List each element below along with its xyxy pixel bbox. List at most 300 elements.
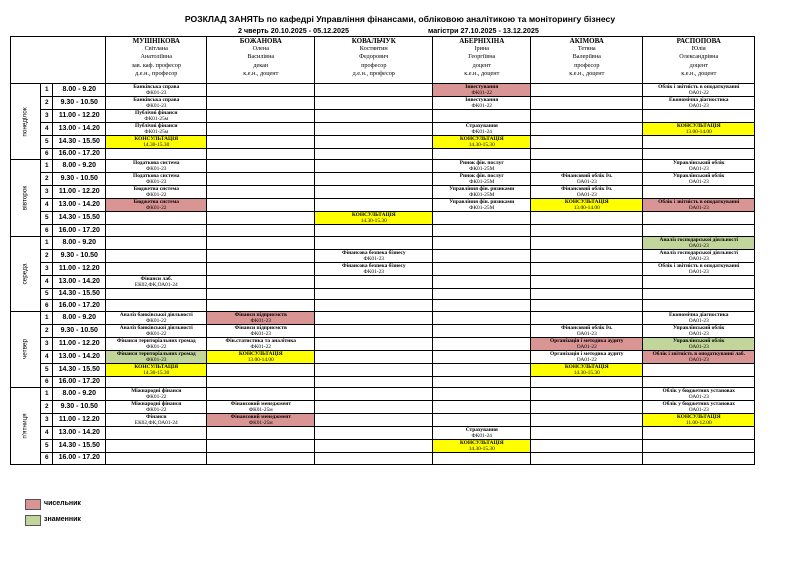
lesson-number: 3 [41,186,53,199]
day-label [11,236,41,311]
lesson-number: 6 [41,376,53,387]
group-code: ОА01-23 [688,242,709,249]
schedule-cell [433,350,531,363]
schedule-cell [643,363,755,376]
teacher-first-name: Олена [252,45,269,53]
teacher-first-name: Ірина [474,45,490,53]
schedule-cell [207,186,315,199]
schedule-cell [106,225,207,236]
schedule-cell [106,300,207,311]
group-code: ОА01-23 [688,356,709,363]
schedule-cell [433,249,531,262]
subject-name: Інвестування [465,97,499,103]
group-code: ОА01-23 [688,268,709,275]
lesson-time: 16.00 - 17.20 [53,300,106,311]
group-code: ОА01-23 [688,343,709,350]
lesson-number: 4 [41,427,53,440]
schedule-cell [433,199,531,212]
lesson-number: 4 [41,350,53,363]
subject-name: Податкова система [133,173,180,180]
group-code: ОА01-23 [576,179,597,186]
teacher-position: доцент [689,61,708,69]
lesson-time: 16.00 - 17.20 [53,225,106,236]
lesson-time: 8.00 - 9.20 [53,84,106,97]
subject-name: Фін.статистика та аналітика [225,337,297,344]
subject-name: Організація і методика аудиту [550,350,624,357]
schedule-cell [531,453,643,464]
schedule-cell [643,300,755,311]
subject-name: КОНСУЛЬТАЦІЯ [351,212,396,219]
group-code: ФК01-22 [146,407,167,414]
schedule-cell [207,275,315,288]
day-label [11,160,41,236]
schedule-cell [207,225,315,236]
schedule-cell [315,311,433,324]
schedule-cell [643,173,755,186]
subject-name: Публічні фінанси [135,123,178,129]
subject-name: Аналіз банківської діяльності [119,324,193,331]
group-code: ФК01-23 [250,330,271,337]
group-code: ОА01-23 [688,330,709,337]
schedule-cell [643,236,755,249]
schedule-cell [643,401,755,414]
day-name: середа [21,263,29,285]
schedule-cell [315,84,433,97]
subject-name: Страхування [465,427,498,434]
teacher-patronymic: Федорович [359,53,389,61]
subject-name: КОНСУЛЬТАЦІЯ [134,136,179,142]
group-code: ФК01-25М [469,179,495,186]
schedule-cell [207,363,315,376]
schedule-cell [315,324,433,337]
subject-name: Ринок фін. послуг [459,173,504,180]
teacher-first-name: Тетяна [577,45,596,53]
group-code: ФК01-25м [144,116,169,122]
schedule-cell [433,97,531,110]
subject-name: КОНСУЛЬТАЦІЯ [564,363,609,370]
subject-name: Фінансовий облік Іч. [561,186,613,193]
group-code: ОА01-23 [688,179,709,186]
schedule-cell [433,123,531,136]
lesson-time: 9.30 - 10.50 [53,401,106,414]
schedule-cell [207,149,315,160]
schedule-cell [106,376,207,387]
table-row [11,160,755,173]
schedule-cell [106,186,207,199]
teacher-first-name: Світлана [144,45,168,53]
schedule-cell [433,453,531,464]
group-code: ФК01-25М [469,205,495,212]
schedule-cell [315,97,433,110]
subject-name: Інвестування [465,84,499,90]
schedule-cell [106,337,207,350]
group-code: ФК01-22 [146,205,167,212]
subject-name: Бюджетна система [133,199,179,206]
schedule-cell [315,414,433,427]
schedule-cell [531,311,643,324]
subject-name: Аналіз господарської діяльності [659,236,738,243]
schedule-cell [207,427,315,440]
subject-name: Фінансовий менеджмент [230,401,291,408]
schedule-cell [643,212,755,225]
schedule-cell [433,363,531,376]
schedule-cell [315,288,433,299]
lesson-number: 1 [41,160,53,173]
lesson-time: 8.00 - 9.20 [53,160,106,173]
schedule-cell [106,110,207,123]
table-row [11,376,755,387]
schedule-cell [433,288,531,299]
schedule-cell [106,173,207,186]
schedule-cell [106,350,207,363]
schedule-cell [643,311,755,324]
table-row [11,84,755,97]
lesson-number: 1 [41,311,53,324]
schedule-cell [207,110,315,123]
schedule-cell [643,149,755,160]
lesson-time: 11.00 - 12.20 [53,337,106,350]
group-code: ОА01-23 [688,255,709,262]
schedule-cell [106,97,207,110]
lesson-number: 2 [41,97,53,110]
table-row [11,262,755,275]
lesson-number: 3 [41,110,53,123]
table-row [11,186,755,199]
group-code: ФК01-23 [363,255,384,262]
table-row [11,149,755,160]
lesson-number: 3 [41,337,53,350]
subject-name: Фінанси підприємств [234,311,287,318]
subject-name: Управління фін. ризиками [449,199,515,206]
table-row [11,350,755,363]
lesson-time: 14.30 - 15.50 [53,440,106,453]
subject-name: Банківська справа [133,97,180,103]
teacher-surname: АБЕРНІХІНА [459,37,505,45]
schedule-cell [207,350,315,363]
schedule-cell [643,262,755,275]
schedule-cell [207,324,315,337]
lesson-number: 2 [41,401,53,414]
schedule-cell [643,136,755,149]
group-code: ЕК02,ФК,ОА01-24 [134,281,178,288]
schedule-cell [106,149,207,160]
group-code: 14.30-15.30 [143,369,170,376]
schedule-cell [643,324,755,337]
schedule-cell [531,288,643,299]
lesson-time: 13.00 - 14.20 [53,350,106,363]
schedule-cell [207,199,315,212]
group-code: ФК01-22 [471,103,492,109]
subject-name: Аналіз господарської діяльності [659,249,738,256]
group-code: ОА01-23 [688,205,709,212]
schedule-cell [433,388,531,401]
schedule-cell [433,275,531,288]
schedule-cell [315,249,433,262]
schedule-cell [207,288,315,299]
day-label [11,388,41,464]
schedule-cell [643,249,755,262]
schedule-cell [433,401,531,414]
table-row [11,199,755,212]
schedule-cell [106,453,207,464]
subject-name: КОНСУЛЬТАЦІЯ [134,363,179,370]
schedule-cell [643,84,755,97]
schedule-cell [106,427,207,440]
schedule-cell [531,275,643,288]
schedule-cell [106,249,207,262]
subject-name: Фінансовий менеджмент [230,414,291,421]
lesson-time: 16.00 - 17.20 [53,149,106,160]
schedule-cell [643,376,755,387]
lesson-number: 1 [41,388,53,401]
teacher-header [207,37,315,84]
schedule-body [11,37,755,465]
lesson-time: 9.30 - 10.50 [53,249,106,262]
schedule-cell [531,110,643,123]
teacher-surname: РАСПОПОВА [676,37,721,45]
schedule-cell [315,363,433,376]
table-row [11,311,755,324]
group-code: ФК01-25м [144,129,169,135]
group-code: ФК01-22 [146,317,167,324]
masters-dates: магістри 27.10.2025 - 13.12.2025 [428,26,539,35]
lesson-time: 9.30 - 10.50 [53,97,106,110]
subject-name: Фінанси [145,414,167,421]
subject-name: Управління фін. ризиками [449,186,515,193]
schedule-cell [433,236,531,249]
schedule-table [10,36,755,465]
schedule-cell [531,136,643,149]
lesson-time: 13.00 - 14.20 [53,275,106,288]
teacher-first-name: Юлія [691,45,706,53]
lesson-time: 14.30 - 15.50 [53,136,106,149]
schedule-cell [643,225,755,236]
schedule-cell [315,275,433,288]
schedule-cell [315,236,433,249]
schedule-cell [207,249,315,262]
schedule-cell [106,311,207,324]
schedule-cell [643,123,755,136]
day-name: вівторок [21,185,29,211]
group-code: ФК01-23 [146,103,167,109]
group-code: ОА01-23 [576,330,597,337]
schedule-cell [315,160,433,173]
lesson-number: 5 [41,363,53,376]
lesson-time: 8.00 - 9.20 [53,388,106,401]
group-code: ФК01-22 [250,343,271,350]
schedule-cell [643,275,755,288]
schedule-cell [315,186,433,199]
schedule-cell [315,401,433,414]
table-row [11,212,755,225]
schedule-cell [531,149,643,160]
legend-label-numerator: чисельник [44,500,81,507]
schedule-cell [643,453,755,464]
schedule-cell [315,110,433,123]
schedule-cell [106,414,207,427]
schedule-cell [433,212,531,225]
teacher-header [106,37,207,84]
schedule-cell [643,337,755,350]
schedule-cell [106,262,207,275]
group-code: 11.00-12.00 [685,420,712,427]
teacher-degree: к.е.н., доцент [464,69,500,77]
subject-name: Міжнародні фінанси [131,388,182,395]
lesson-time: 14.30 - 15.50 [53,363,106,376]
schedule-cell [531,350,643,363]
schedule-cell [315,199,433,212]
group-code: 14.30-15.30 [468,142,495,148]
subject-name: Страхування [465,123,498,129]
subject-name: КОНСУЛЬТАЦІЯ [238,350,283,357]
schedule-cell [643,199,755,212]
schedule-cell [207,376,315,387]
schedule-cell [433,414,531,427]
group-code: ФК01-22 [471,90,492,96]
page-title: РОЗКЛАД ЗАНЯТЬ по кафедрі Управління фінансами, обліковою аналітикою та моніторингу бізнесу [184,14,616,24]
teacher-position: професор [574,61,600,69]
schedule-cell [207,84,315,97]
schedule-cell [106,136,207,149]
schedule-cell [106,324,207,337]
subject-name: Фінанси підприємств [234,324,287,331]
teacher-patronymic: Георгіївна [468,53,496,61]
schedule-cell [106,288,207,299]
group-code: ФК01-24 [471,129,492,135]
lesson-time: 9.30 - 10.50 [53,173,106,186]
schedule-cell [315,453,433,464]
schedule-cell [531,388,643,401]
subject-name: Аналіз банківської діяльності [119,311,193,318]
schedule-cell [643,160,755,173]
lesson-time: 16.00 - 17.20 [53,376,106,387]
schedule-cell [315,300,433,311]
schedule-cell [643,427,755,440]
subject-name: КОНСУЛЬТАЦІЯ [459,136,504,142]
group-code: 13.00-14.00 [685,129,712,135]
lesson-time: 9.30 - 10.50 [53,324,106,337]
group-code: ФК01-23 [250,317,271,324]
schedule-cell [433,440,531,453]
teacher-patronymic: Василівна [247,53,275,61]
teacher-position: зав. каф. професор [131,61,181,69]
group-code: ОА01-23 [688,394,709,401]
schedule-cell [531,324,643,337]
day-label [11,311,41,387]
schedule-cell [106,199,207,212]
schedule-cell [433,262,531,275]
schedule-cell [315,388,433,401]
group-code: ОА01-22 [576,343,597,350]
schedule-cell [531,300,643,311]
subject-name: Ринок фін. послуг [459,160,504,167]
schedule-cell [315,427,433,440]
schedule-cell [433,311,531,324]
table-row [11,337,755,350]
group-code: 14.30-15.30 [468,446,495,453]
lesson-time: 11.00 - 12.20 [53,186,106,199]
teacher-degree: д.е.н., професор [135,69,178,77]
teacher-degree: к.е.н., доцент [681,69,717,77]
schedule-cell [207,136,315,149]
group-code: ФК01-24 [471,433,492,440]
schedule-cell [315,149,433,160]
table-row [11,288,755,299]
schedule-cell [106,275,207,288]
schedule-cell [315,350,433,363]
group-code: ЕК02,ФК,ОА01-24 [134,420,178,427]
schedule-cell [433,186,531,199]
group-code: ОА01-22 [688,90,709,96]
subject-name: Облік у бюджетних установах [662,401,735,408]
subject-name: Банківська справа [133,84,180,90]
schedule-cell [433,84,531,97]
group-code: ФК01-23 [363,268,384,275]
subject-name: КОНСУЛЬТАЦІЯ [676,123,721,129]
schedule-cell [207,262,315,275]
table-row [11,136,755,149]
schedule-cell [433,337,531,350]
day-name: понеділок [21,107,29,137]
schedule-cell [207,414,315,427]
group-code: ОА01-23 [688,166,709,173]
subject-name: Організація і методика аудиту [550,337,624,344]
group-code: ОА01-23 [688,103,709,109]
group-code: 14.30-15.30 [360,218,387,225]
group-code: ФК01-25М [469,166,495,173]
lesson-number: 5 [41,440,53,453]
lesson-number: 6 [41,453,53,464]
schedule-cell [315,337,433,350]
schedule-cell [531,97,643,110]
group-code: ФК01-22 [146,192,167,199]
term-dates: 2 чверть 20.10.2025 - 05.12.2025 [238,26,350,35]
day-name: п'ятниця [21,413,29,439]
lesson-time: 8.00 - 9.20 [53,311,106,324]
group-code: ФК01-22 [146,330,167,337]
table-row [11,414,755,427]
teacher-patronymic: Олександрівна [679,53,719,61]
subject-name: Облік і звітність в оподаткуванні лаб. [652,350,745,357]
teacher-position: доцент [472,61,491,69]
table-row [11,363,755,376]
table-row [11,275,755,288]
corner-cell [11,37,106,84]
schedule-cell [531,440,643,453]
subject-name: Фінанси територіальних громад [116,350,196,357]
teacher-patronymic: Анатоліївна [140,53,173,61]
schedule-cell [531,173,643,186]
subject-name: Облік і звітність в оподаткуванні [658,199,740,206]
schedule-cell [315,262,433,275]
schedule-cell [531,160,643,173]
header-row [11,37,755,84]
subject-name: Фінансова безпека бізнесу [341,249,406,256]
subject-name: КОНСУЛЬТАЦІЯ [564,199,609,206]
subject-name: Облік і звітність в оподаткуванні [658,262,740,269]
lesson-time: 11.00 - 12.20 [53,110,106,123]
teacher-degree: к.е.н., доцент [569,69,605,77]
schedule-cell [643,110,755,123]
schedule-cell [207,173,315,186]
lesson-time: 14.30 - 15.50 [53,288,106,299]
schedule-cell [106,401,207,414]
table-row [11,300,755,311]
lesson-time: 13.00 - 14.20 [53,123,106,136]
schedule-cell [531,84,643,97]
lesson-time: 13.00 - 14.20 [53,427,106,440]
schedule-cell [531,262,643,275]
